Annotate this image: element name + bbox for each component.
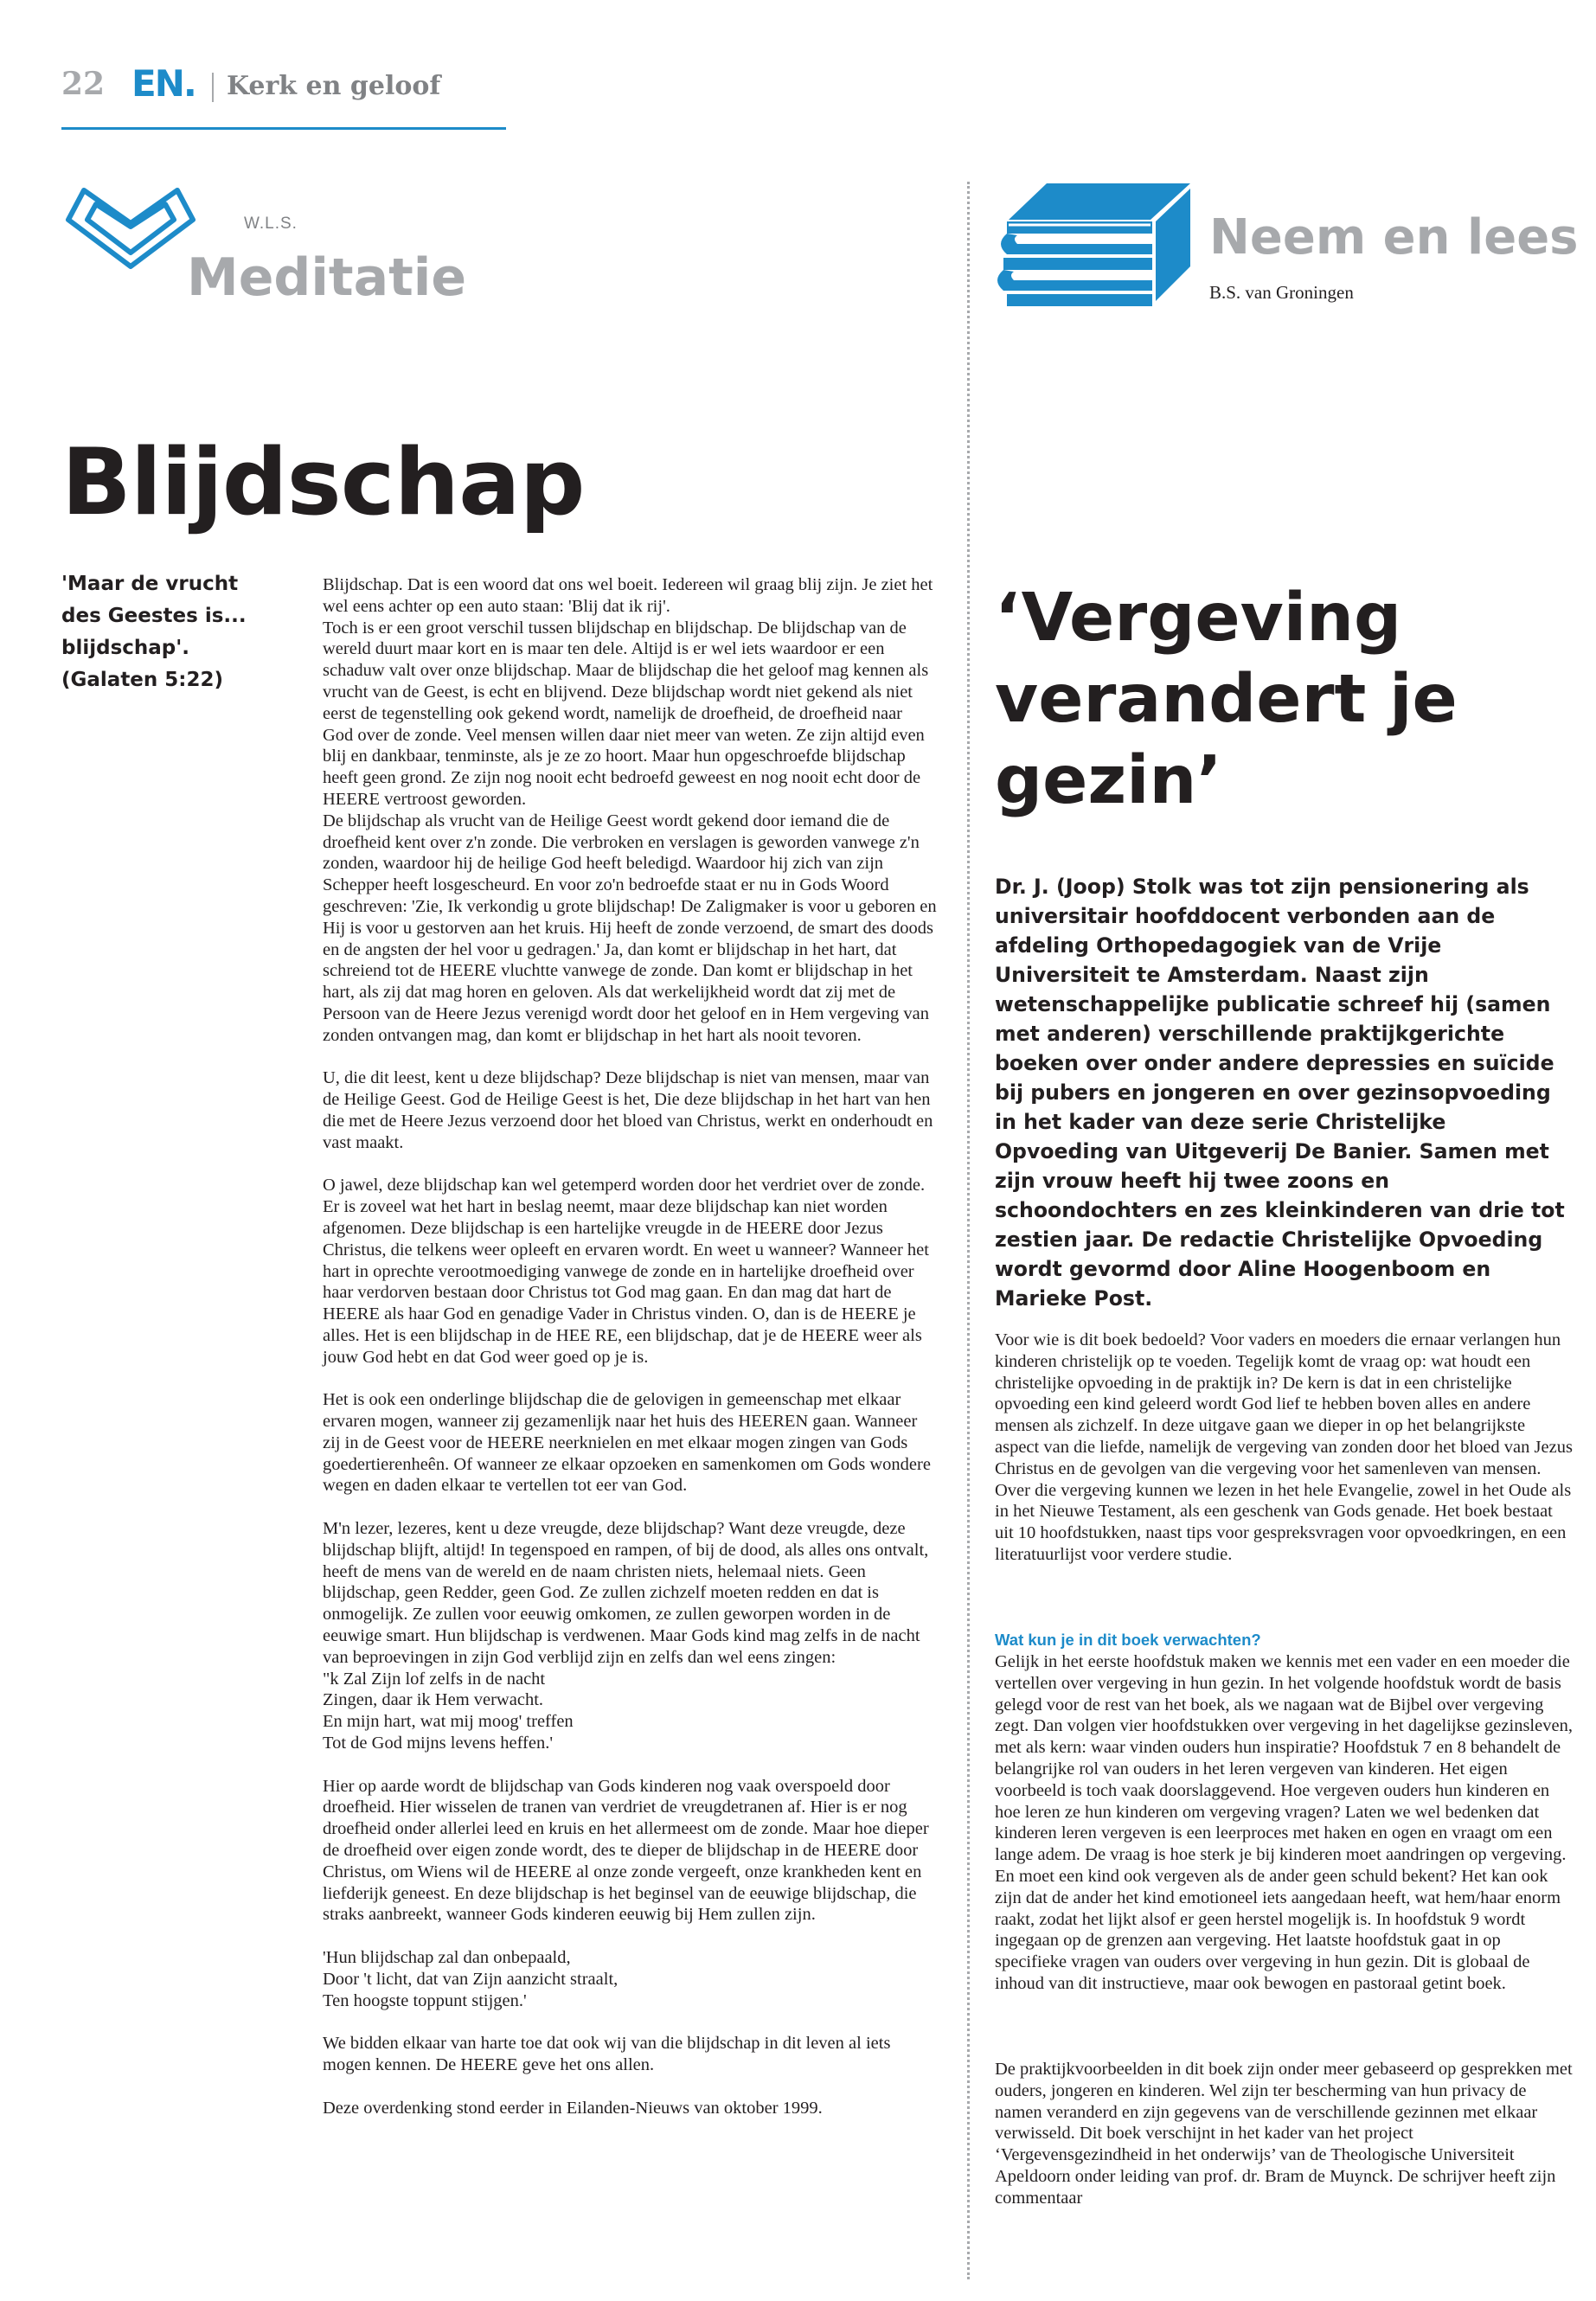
meditatie-author: W.L.S. <box>244 215 298 233</box>
stacked-books-icon <box>995 180 1194 310</box>
source-note: Deze overdenking stond eerder in Eilanden-Nieuws van oktober 1999. <box>323 2098 823 2118</box>
review-subheading: Wat kun je in dit boek verwachten? <box>995 1631 1261 1650</box>
header-rule <box>61 127 506 130</box>
column-divider <box>967 182 970 2279</box>
header-separator <box>212 73 214 102</box>
review-intro: Dr. J. (Joop) Stolk was tot zijn pensionering als universitair hoofddocent verbonden aan de afdeling Orthopedagogiek van de Vrije Universiteit te Amsterdam. Naast zijn wetenschappelijke publicatie schreef hij (samen met anderen) verschillende praktijkgerichte boeken over onder andere depressies en suïcide bij pubers en jongeren en over gezinsopvoeding in het kader van deze serie Christelijke Opvoeding van Uitgeverij De Banier. Samen met zijn vrouw heeft hij twee zoons en schoondochters en zes kleinkinderen van drie tot zestien jaar. De redactie Christelijke Opvoeding wordt gevormd door Aline Hoogenboom en Marieke Post. <box>995 875 1565 1311</box>
review-body <box>995 1330 1573 2230</box>
body-paragraph: Hier op aarde wordt de blijdschap van Gods kinderen nog vaak overspoeld door droefheid. Hier wisselen de tranen van verdriet de vreugdetranen af. Hier is er nog droefheid onder allerlei leed en kruis en het allermeest om de zonde. Maar hoe dieper de droefheid over eigen zonde wordt, des te dieper de blijdschap in de HEERE door Christus, om Wiens wil de HEERE al onze zonde vergeeft, onze krankheden kent en liefderijk geneest. En deze blijdschap is het beginsel van de eeuwige blijdschap, die straks aanbreekt, wanneer Gods kinderen eeuwig bij Hem zullen zijn. <box>323 1776 929 1925</box>
review-author: B.S. van Groningen <box>1209 282 1354 303</box>
magazine-logo: EN. <box>131 62 195 105</box>
meditatie-body <box>323 574 937 2140</box>
paragraph-spacer <box>995 2016 1573 2038</box>
body-paragraph: Voor wie is dit boek bedoeld? Voor vaders en moeders die ernaar verlangen hun kinderen christelijk op te voeden. Tegelijk komt de vraag op: wat houdt een christelijke opvoeding in de praktijk in? De kern is dat in een christelijke opvoeding een kind geleerd wordt God lief te hebben boven alles en andere mensen als zichzelf. In deze uitgave gaan we dieper in op het belangrijkste aspect van die liefde, namelijk de vergeving van zonden door het bloed van Jezus Christus en de gevolgen van die vergeving voor het samenleven van mensen. Over die vergeving kunnen we lezen in het hele Evangelie, zowel in het Oude als in het Nieuwe Testament, als een geschenk van Gods genade. Het boek bestaat uit 10 hoofdstukken, naast tips voor gespreksvragen voor opvoedkringen, en een literatuurlijst voor verdere studie. <box>995 1330 1573 1564</box>
body-paragraph: U, die dit leest, kent u deze blijdschap? Deze blijdschap is niet van mensen, maar van de Heilige Geest. God de Heilige Geest is het, Die deze blijdschap in het hart van hen die met de Heere Jezus verzoend door het bloed van Christus, werkt en onderhoudt en vast maakt. <box>323 1068 933 1152</box>
neem-en-lees-label: Neem en lees <box>1209 209 1579 266</box>
body-paragraph: Het is ook een onderlinge blijdschap die de gelovigen in gemeenschap met elkaar ervaren mogen, wanneer zij gezamenlijk naar het huis des HEEREN gaan. Wanneer zij in de Geest voor de HEERE neerknielen en met elkaar mogen zingen van Gods goedertierenheên. Of wanneer ze elkaar opzoeken en samenkomen om Gods wondere wegen en daden elkaar te vertellen tot eer van God. <box>323 1390 931 1496</box>
pull-quote: 'Maar de vrucht des Geestes is... blijdschap'. (Galaten 5:22) <box>61 573 247 691</box>
meditatie-label: Meditatie <box>187 247 467 308</box>
poem-quote: 'Hun blijdschap zal dan onbepaald, Door 't licht, dat van Zijn aanzicht straalt, Ten hoogste toppunt stijgen.' <box>323 1948 619 2010</box>
body-paragraph: Blijdschap. Dat is een woord dat ons wel boeit. Iedereen wil graag blij zijn. Je ziet het wel eens achter op een auto staan: 'Blij dat ik rij'. Toch is er een groot verschil tussen blijdschap en blijdschap. De blijdschap van de wereld duurt maar kort en is maar ten dele. Altijd is er wel iets waardoor er een schaduw valt over onze blijdschap. Maar de blijdschap die het geloof mag kennen als vrucht van de Geest, is echt en blijvend. Deze blijdschap wordt niet gekend als niet eerst de tegenstelling ook gekend wordt, namelijk de droefheid, de droefheid naar God over de zonde. Veel mensen willen daar niet meer van weten. Ze zijn altijd even blij en dankbaar, tenminste, als je ze zo hoort. Maar hun opgeschroefde blijdschap heeft geen grond. Ze zijn nog nooit echt bedroefd geweest en nog nooit echt door de HEERE vertroost geworden. De blijdschap als vrucht van de Heilige Geest wordt gekend door iemand die de droefheid kent over z'n zonde. Die verbroken en verslagen is geworden vanwege z'n zonden, waardoor hij de heilige God heeft beledigd. Waardoor hij zich van zijn Schepper heeft losgescheurd. En voor zo'n bedroefde staat er nu in Gods Woord geschreven: 'Zie, Ik verkondig u grote blijdschap! De Zaligmaker is voor u geboren en Hij is voor u gestorven aan het kruis. Hij heeft de zonde verzoend, de smart des doods en de angsten der hel voor u gedragen.' Ja, dan komt er blijdschap in het hart, dat schreiend tot de HEERE vluchtte vanwege de zonde. Dan komt er blijdschap in het hart, als zij dat mag horen en geloven. Als dat werkelijkheid wordt dat zij met de Persoon van de Heere Jezus verenigd wordt door het geloof en in Hem vergeving van zonden ontvangen mag, dan komt er blijdschap in het hart als nooit tevoren. <box>323 575 937 1045</box>
paragraph-spacer <box>995 1587 1573 1609</box>
article-headline: Blijdschap <box>61 429 585 535</box>
body-paragraph: M'n lezer, lezeres, kent u deze vreugde, deze blijdschap? Want deze vreugde, deze blijdschap blijft, altijd! In tegenspoed en rampen, of bij de dood, als alles ons ontvalt, heeft de mens van de wereld en de naam christen niets, helemaal niets. Geen blijdschap, geen Redder, geen God. Ze zullen zichzelf moeten redden en dat is onmogelijk. Ze zullen voor eeuwig omkomen, ze zullen geworpen worden in de eeuwige smart. Hun blijdschap is verdwenen. Maar Gods kind mag zelfs in de nacht van beproevingen in zijn God verblijd zijn en zelfs dan wel eens zingen: "k Zal Zijn lof zelfs in de nacht Zingen, daar ik Hem verwacht. En mijn hart, wat mij moog' treffen Tot de God mijns levens heffen.' <box>323 1519 929 1753</box>
review-title: ‘Vergeving verandert je gezin’ <box>995 580 1458 819</box>
body-paragraph: O jawel, deze blijdschap kan wel getemperd worden door het verdriet over de zonde. Er is zoveel wat het hart in beslag neemt, maar deze blijdschap kan niet worden afgenomen. Deze blijdschap is een hartelijke vreugde in de HEERE door Jezus Christus, die telkens weer opleeft en ervaren wordt. En weet u wanneer? Wanneer het hart in oprechte verootmoediging vanwege de zonde en in hartelijke droefheid over haar verdorven bestaan door Christus tot God mag gaan. En dan mag dat hart de HEERE als haar God en genadige Vader in Christus vinden. O, dan is de HEERE je alles. Het is een blijdschap in de HEE RE, een blijdschap, dat je de HEERE weer als jouw God hebt en dat God weer goed op je is. <box>323 1176 929 1367</box>
open-book-heart-icon <box>61 180 200 275</box>
page-number: 22 <box>61 66 106 102</box>
body-paragraph: We bidden elkaar van harte toe dat ook wij van die blijdschap in dit leven al iets mogen kennen. De HEERE geve het ons allen. <box>323 2034 891 2074</box>
body-paragraph: Gelijk in het eerste hoofdstuk maken we kennis met een vader en een moeder die vertellen over vergeving in hun gezin. In het volgende hoofdstuk wordt de basis gelegd voor de rest van het boek, als we nagaan wat de Bijbel over vergeving zegt. Dan volgen vier hoofdstukken over vergeving in het dagelijkse gezinsleven, met als kern: waar vinden ouders hun inspiratie? Hoofdstuk 7 en 8 behandelt de belangrijke rol van ouders in het leren vergeven van kinderen. Het eigen voorbeeld is toch vaak doorslaggevend. Hoe vergeven ouders hun kinderen en hoe leren ze hun kinderen om vergeving vragen? Laten we wel bedenken dat kinderen leren vergeven is een leerproces met haken en ogen en vraagt om een lange adem. De vraag is hoe sterk je bij kinderen moet aandringen op vergeving. En moet een kind ook vergeven als de ander geen schuld bekent? Het kan ook zijn dat de ander het kind emotioneel iets aangedaan heeft, wat hem/haar enorm raakt, zodat het lijkt alsof er geen herstel mogelijk is. In hoofdstuk 9 wordt ingegaan op de grenzen aan vergeving. Het laatste hoofdstuk gaat in op specifieke vragen van ouders over vergeving in hun gezin. Dit is globaal de inhoud van dit instructieve, maar ook bewogen en pastoraal getint boek. <box>995 1651 1573 1993</box>
section-title: Kerk en geloof <box>227 71 441 101</box>
body-paragraph: De praktijkvoorbeelden in dit boek zijn onder meer gebaseerd op gesprekken met ouders, jongeren en kinderen. Wel zijn ter bescherming van hun privacy de namen veranderd en zijn gegevens van de verschillende gezinnen met elkaar verwisseld. Dit boek verschijnt in het kader van het project ‘Vergevensgezindheid in het onderwijs’ van de Theologische Universiteit Apeldoorn onder leiding van prof. dr. Bram de Muynck. De schrijver heeft zijn commentaar <box>995 2060 1573 2208</box>
